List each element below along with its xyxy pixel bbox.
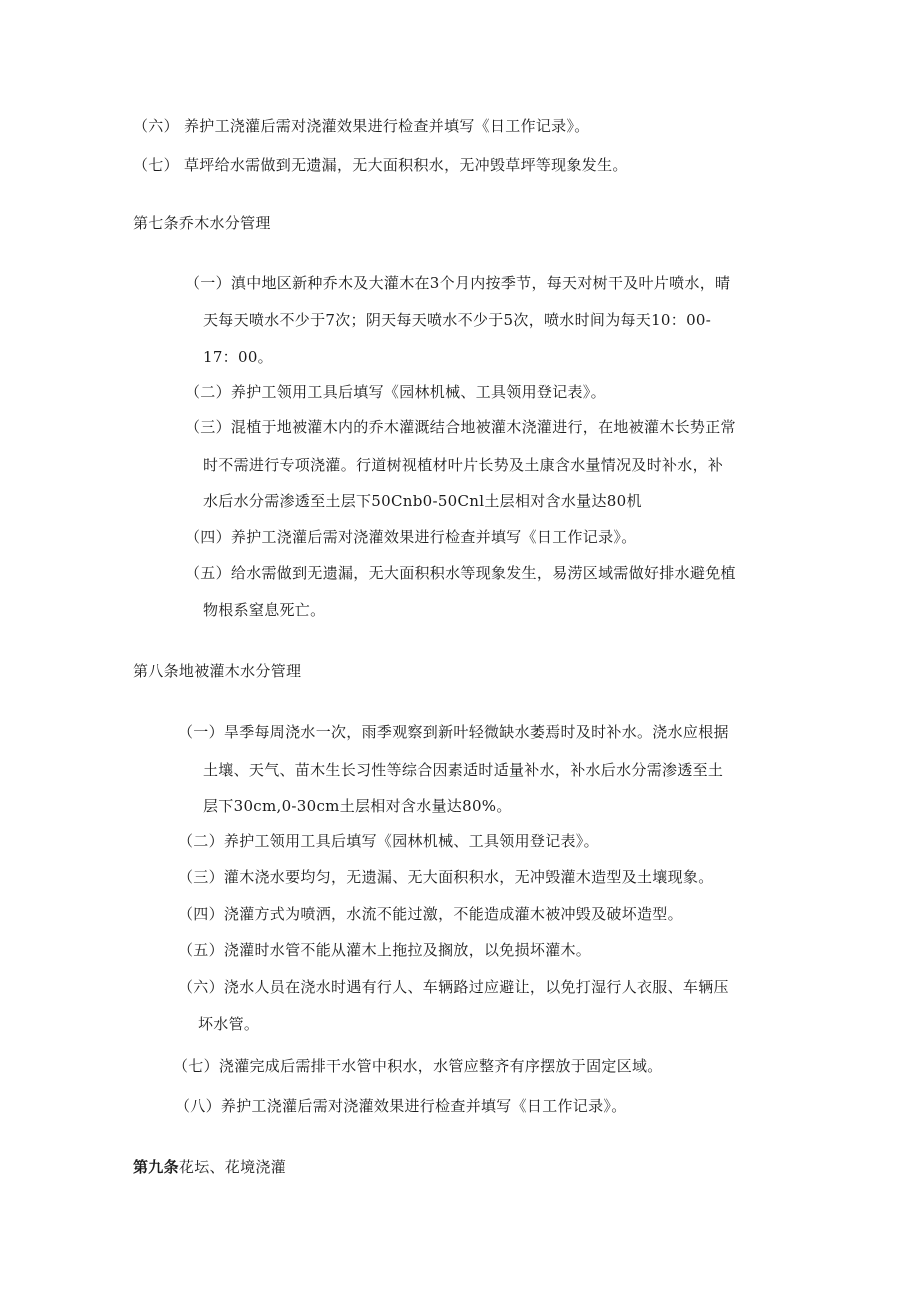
article-9-heading bbox=[133, 1157, 286, 1177]
article-7-item-2: （二）养护工领用工具后填写《园林机械、工具领用登记表》。 bbox=[185, 383, 606, 401]
article-7-item-3-line-3: 水后水分需渗透至土层下50Cnb0-50Cnl土层相对含水量达80机 bbox=[203, 492, 642, 510]
article-7-item-4: （四）养护工浇灌后需对浇灌效果进行检查并填写《日工作记录》。 bbox=[185, 528, 637, 546]
article-9-title: 花坛、花境浇灌 bbox=[178, 1158, 287, 1176]
article-8-item-4: （四）浇灌方式为喷洒，水流不能过激，不能造成灌木被冲毁及破坏造型。 bbox=[178, 905, 683, 923]
article-7-item-5-line-1: （五）给水需做到无遗漏，无大面积积水等现象发生，易涝区域需做好排水避免植 bbox=[185, 564, 736, 582]
article-7-item-1-line-2: 天每天喷水不少于7次；阴天每天喷水不少于5次，喷水时间为每天10：00- bbox=[203, 311, 712, 329]
article-7-heading: 第七条乔木水分管理 bbox=[133, 214, 271, 232]
paragraph-item-6: （六） 养护工浇灌后需对浇灌效果进行检查并填写《日工作记录》。 bbox=[133, 117, 590, 135]
article-8-item-1-line-3: 层下30cm,0-30cm土层相对含水量达80%。 bbox=[203, 797, 512, 815]
article-8-item-7: （七）浇灌完成后需排干水管中积水，水管应整齐有序摆放于固定区域。 bbox=[173, 1057, 663, 1075]
article-8-item-1-line-1: （一）旱季每周浇水一次，雨季观察到新叶轻微缺水萎焉时及时补水。浇水应根据 bbox=[178, 723, 729, 741]
article-9-number: 第九条 bbox=[133, 1158, 179, 1176]
article-7-item-1-line-3: 17：00。 bbox=[203, 348, 273, 366]
article-7-item-1-line-1: （一）滇中地区新种乔木及大灌木在3个月内按季节，每天对树干及叶片喷水，晴 bbox=[185, 274, 731, 292]
article-8-item-3: （三）灌木浇水要均匀，无遗漏、无大面积积水，无冲毁灌木造型及土壤现象。 bbox=[178, 868, 714, 886]
article-8-item-5: （五）浇灌时水管不能从灌木上拖拉及搁放，以免损坏灌木。 bbox=[178, 941, 592, 959]
paragraph-item-7: （七） 草坪给水需做到无遗漏，无大面积积水，无冲毁草坪等现象发生。 bbox=[133, 156, 628, 174]
article-8-item-1-line-2: 土壤、天气、苗木生长习性等综合因素适时适量补水，补水后水分需渗透至土 bbox=[203, 761, 724, 779]
article-8-item-6-line-1: （六）浇水人员在浇水时遇有行人、车辆路过应避让，以免打湿行人衣服、车辆压 bbox=[178, 978, 729, 996]
article-8-item-8: （八）养护工浇灌后需对浇灌效果进行检查并填写《日工作记录》。 bbox=[175, 1097, 627, 1115]
article-8-item-2: （二）养护工领用工具后填写《园林机械、工具领用登记表》。 bbox=[178, 832, 599, 850]
article-8-heading: 第八条地被灌木水分管理 bbox=[133, 662, 302, 680]
article-7-item-5-line-2: 物根系窒息死亡。 bbox=[203, 601, 326, 619]
article-8-item-6-line-2: 坏水管。 bbox=[198, 1015, 260, 1033]
article-7-item-3-line-1: （三）混植于地被灌木内的乔木灌溉结合地被灌木浇灌进行，在地被灌木长势正常 bbox=[185, 418, 736, 436]
article-7-item-3-line-2: 时不需进行专项浇灌。行道树视植材叶片长势及土康含水量情况及时补水，补 bbox=[203, 456, 724, 474]
